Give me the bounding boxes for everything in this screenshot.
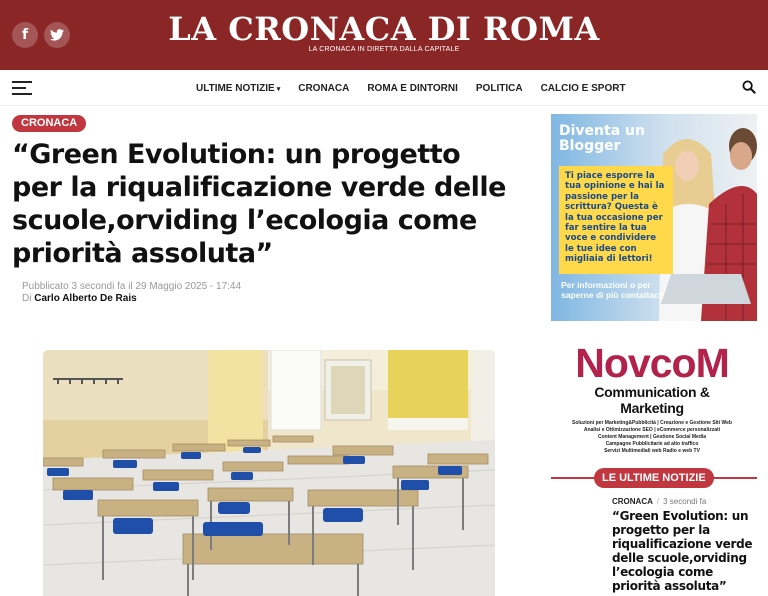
latest-item-title[interactable]: “Green Evolution: un progetto per la riqualificazione verde delle scuole,orviding l’ecologia come priorità assoluta” xyxy=(612,509,753,593)
meta-separator: / xyxy=(656,497,660,506)
blogger-ad-footer: Per informazioni o per saperne di più contattaci! xyxy=(561,280,664,300)
latest-item-meta xyxy=(612,497,706,506)
published-label: Pubblicato xyxy=(22,281,69,292)
nav-item-politica[interactable]: POLITICA xyxy=(475,82,523,94)
article-title: “Green Evolution: un progetto per la riqualificazione verde delle scuole,orviding l’ecologia come priorità assoluta” xyxy=(12,139,506,269)
novcom-ad[interactable] xyxy=(562,342,742,455)
latest-item-category[interactable]: CRONACA xyxy=(612,497,653,506)
blogger-ad-banner[interactable] xyxy=(551,114,757,321)
menu-icon[interactable] xyxy=(12,81,32,95)
main-nav xyxy=(0,70,768,106)
published-date: il 29 Maggio 2025 - 17:44 xyxy=(128,281,242,292)
blogger-ad-title-line1: Diventa un xyxy=(559,123,645,139)
site-tagline: LA CRONACA IN DIRETTA DALLA CAPITALE xyxy=(308,46,460,53)
author-link[interactable]: Carlo Alberto De Rais xyxy=(34,293,137,304)
category-badge[interactable]: CRONACA xyxy=(12,115,86,132)
latest-item-time: 3 secondi fa xyxy=(663,497,707,506)
facebook-icon[interactable]: f xyxy=(12,22,38,48)
nav-item-calcio-e-sport[interactable]: CALCIO E SPORT xyxy=(540,82,626,94)
novcom-logo: NovcoM xyxy=(575,340,729,386)
novcom-desc-line: Soluzioni per Marketing&Pubblicità | Creazione e Gestione Siti Web xyxy=(572,420,732,426)
ultime-notizie-heading: LE ULTIME NOTIZIE xyxy=(594,468,714,488)
blogger-ad-body: Ti piace esporre la tua opinione e hai la passione per la scrittura? Questa è la tua occasione per far sentire la tua voce e condividere le tue idee con migliaia di lettori! xyxy=(559,166,673,274)
article-meta xyxy=(22,281,241,305)
novcom-desc-line: Campagne Pubblicitarie ad alto traffico xyxy=(605,441,699,447)
author-prefix: Di xyxy=(22,293,32,304)
blogger-ad-title xyxy=(559,124,669,154)
novcom-description xyxy=(562,420,742,455)
novcom-subtitle: Communication & Marketing xyxy=(594,384,710,416)
article-image xyxy=(43,350,495,596)
nav-item-roma-e-dintorni[interactable]: ROMA E DINTORNI xyxy=(367,82,458,94)
site-title[interactable]: LA CRONACA DI ROMA xyxy=(168,10,600,48)
chevron-down-icon: ▾ xyxy=(276,85,281,93)
nav-item-ultime-notizie[interactable]: ULTIME NOTIZIE ▾ xyxy=(196,82,281,94)
blogger-ad-title-line2: Blogger xyxy=(559,138,621,154)
novcom-desc-line: Analisi e Ottimizzazione SEO | eCommerce personalizzati xyxy=(583,427,721,433)
published-time: 3 secondi fa xyxy=(71,281,126,292)
site-header xyxy=(0,0,768,70)
novcom-desc-line: Content Management | Gestione Social Media xyxy=(597,434,707,440)
search-icon[interactable] xyxy=(742,80,756,94)
novcom-desc-line: Servizi Multimediali web Radio e web TV xyxy=(604,448,700,454)
nav-item-cronaca[interactable]: CRONACA xyxy=(298,82,350,94)
